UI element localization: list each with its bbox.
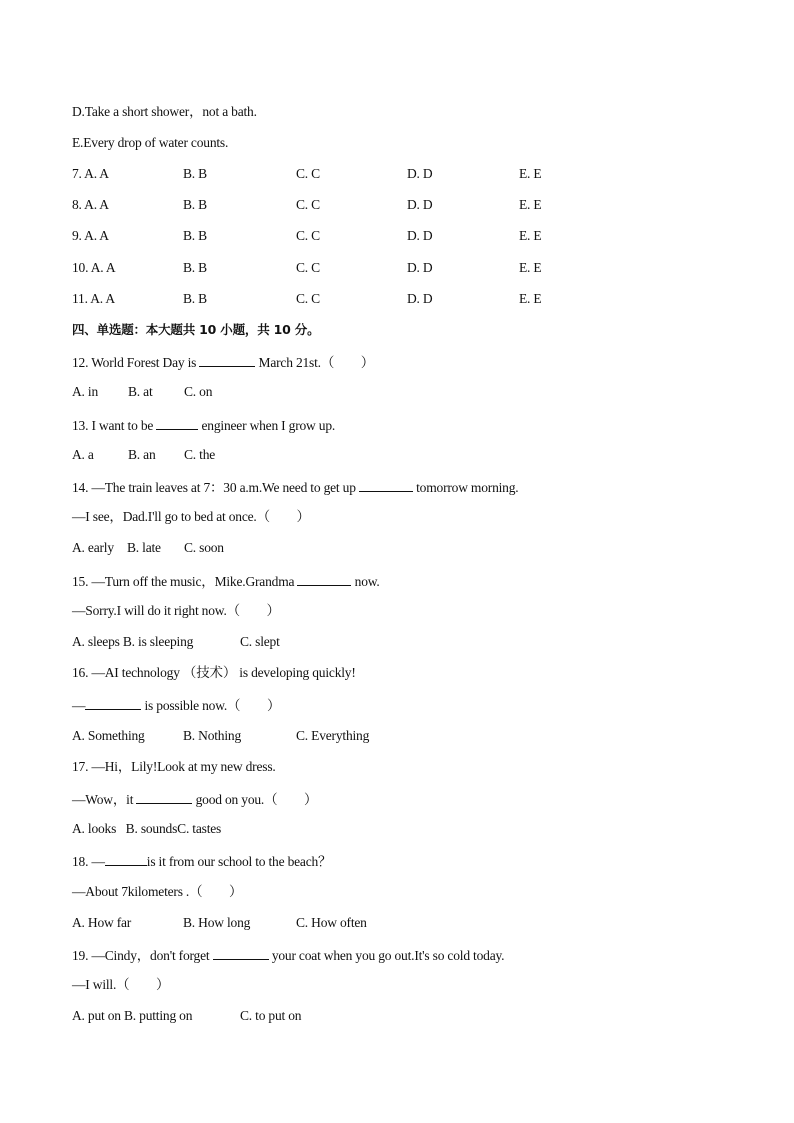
answer-blank [213,945,269,960]
question-15 [72,571,380,591]
question-text: is it from our school to the beach？ [146,854,332,869]
option-a: A. How far [72,915,132,930]
option-a: A. a [72,447,94,462]
options-a-b: A. put on B. putting on [72,1008,193,1023]
question-16: 16. —AI technology （技术） is developing quickly! [72,665,356,680]
question-text: 15. —Turn off the music，Mike.Grandma [72,574,298,589]
option-d: D. D [407,197,433,212]
option-b: B. B [183,166,207,181]
question-text: — [72,698,86,713]
option-c: C. How often [296,915,367,930]
option-e: E. E [519,166,542,181]
question-18-reply: —About 7kilometers .（ ） [72,884,243,899]
row-number-option-a: 8. A. A [72,197,109,212]
answer-blank [199,352,255,367]
option-d: D. D [407,166,433,181]
question-14-reply: —I see，Dad.I'll go to bed at once.（ ） [72,509,310,524]
option-d: D. D [407,291,433,306]
question-text: 14. —The train leaves at 7：30 a.m.We need to get up [72,480,359,495]
option-a: A. in [72,384,99,399]
option-a: A. Something [72,728,145,743]
question-14 [72,477,518,497]
section-heading: 四、单选题：本大题共 10 小题，共 10 分。 [72,322,320,337]
question-text: 13. I want to be [72,418,157,433]
option-e-text: E.Every drop of water counts. [72,135,229,150]
option-c: C. the [184,447,216,462]
question-text: 18. — [72,854,105,869]
question-text: your coat when you go out.It's so cold today. [268,948,505,963]
option-d: D. D [407,260,433,275]
question-17-reply [72,789,317,809]
option-c: C. soon [184,540,224,555]
option-e: E. E [519,260,542,275]
row-number-option-a: 11. A. A [72,291,115,306]
option-c: C. slept [240,634,280,649]
option-a: A. early [72,540,114,555]
question-15-reply: —Sorry.I will do it right now.（ ） [72,603,280,618]
question-text: tomorrow morning. [412,480,519,495]
option-d-text: D.Take a short shower，not a bath. [72,104,257,119]
question-19 [72,945,504,965]
option-c: C. Everything [296,728,370,743]
row-number-option-a: 9. A. A [72,228,109,243]
question-text: 19. —Cindy，don't forget [72,948,213,963]
question-19-reply: —I will.（ ） [72,977,170,992]
answer-blank [156,415,198,430]
question-17: 17. —Hi，Lily!Look at my new dress. [72,759,276,774]
option-b: B. an [128,447,156,462]
option-c: C. on [184,384,213,399]
question-text: now. [351,574,380,589]
option-b: B. B [183,291,207,306]
question-text: is possible now.（ ） [141,698,281,713]
option-c: C. C [296,166,320,181]
option-b: B. How long [183,915,251,930]
options-a-b-c: A. looks B. soundsC. tastes [72,821,222,836]
option-c: C. to put on [240,1008,302,1023]
option-b: B. late [127,540,161,555]
question-13 [72,415,335,435]
answer-blank [85,695,141,710]
question-text: good on you.（ ） [192,792,318,807]
question-text: —Wow，it [72,792,137,807]
option-c: C. C [296,228,320,243]
question-12 [72,352,374,372]
row-number-option-a: 10. A. A [72,260,116,275]
option-b: B. B [183,197,207,212]
answer-blank [359,477,413,492]
question-text: 12. World Forest Day is [72,355,200,370]
option-c: C. C [296,291,320,306]
answer-blank [136,789,192,804]
option-c: C. C [296,260,320,275]
option-b: B. B [183,228,207,243]
option-b: B. B [183,260,207,275]
option-b: B. at [128,384,153,399]
options-a-b: A. sleeps B. is sleeping [72,634,194,649]
question-text: engineer when I grow up. [198,418,336,433]
answer-blank [105,851,147,866]
option-e: E. E [519,228,542,243]
option-e: E. E [519,197,542,212]
option-c: C. C [296,197,320,212]
question-16-reply [72,695,280,715]
option-e: E. E [519,291,542,306]
question-18 [72,851,331,871]
question-text: March 21st.（ ） [255,355,375,370]
option-d: D. D [407,228,433,243]
option-b: B. Nothing [183,728,242,743]
row-number-option-a: 7. A. A [72,166,109,181]
answer-blank [297,571,351,586]
